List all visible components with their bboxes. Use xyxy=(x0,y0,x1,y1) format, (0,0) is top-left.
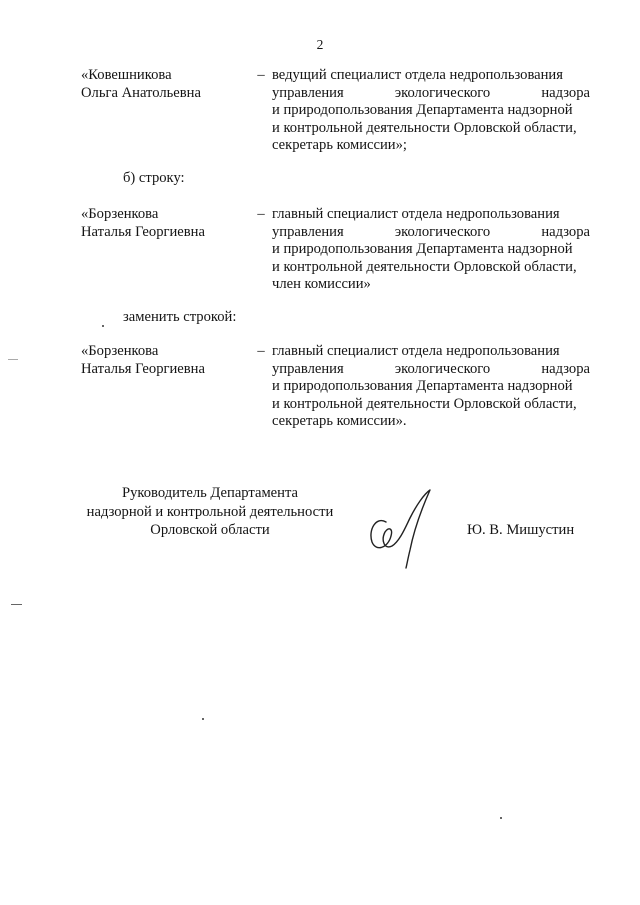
signatory-name: Ю. В. Мишустин xyxy=(467,522,575,538)
word: экологического xyxy=(394,360,491,377)
description-line xyxy=(272,224,590,242)
scan-mark xyxy=(8,359,18,360)
name-line: «Борзенкова xyxy=(81,343,159,359)
word: управления xyxy=(272,223,344,240)
member-description xyxy=(272,343,590,431)
name-line: Наталья Георгиевна xyxy=(81,360,205,377)
position-line: Руководитель Департамента xyxy=(122,485,298,501)
name-line: Ольга Анатольевна xyxy=(81,84,201,101)
dash: – xyxy=(257,343,265,359)
word: управления xyxy=(272,84,344,101)
scan-mark xyxy=(500,817,502,819)
member-name xyxy=(81,206,256,241)
instruction-text: б) строку: xyxy=(123,170,185,186)
word: управления xyxy=(272,360,344,377)
name-line: «Борзенкова xyxy=(81,206,159,222)
member-description xyxy=(272,67,590,155)
description-line: главный специалист отдела недропользования xyxy=(272,206,560,222)
word: надзора xyxy=(541,360,590,377)
description-line: главный специалист отдела недропользования xyxy=(272,343,560,359)
word: надзора xyxy=(541,84,590,101)
description-line: и природопользования Департамента надзорной xyxy=(272,241,573,258)
position-line: Орловской области xyxy=(150,522,270,538)
description-line: секретарь комиссии». xyxy=(272,413,407,430)
description-line: ведущий специалист отдела недропользования xyxy=(272,67,563,83)
instruction-text: заменить строкой: xyxy=(123,309,237,325)
page-number: 2 xyxy=(316,37,324,52)
name-line: «Ковешникова xyxy=(81,67,172,83)
description-line: и природопользования Департамента надзорной xyxy=(272,378,573,395)
scan-mark xyxy=(11,604,22,605)
word: экологического xyxy=(394,223,491,240)
description-line: и контрольной деятельности Орловской области, xyxy=(272,395,577,412)
member-name xyxy=(81,67,256,102)
handwritten-signature xyxy=(364,486,440,570)
description-line: секретарь комиссии»; xyxy=(272,137,407,154)
description-line xyxy=(272,85,590,103)
word: экологического xyxy=(394,84,491,101)
position-line: надзорной и контрольной деятельности xyxy=(86,503,334,520)
member-description xyxy=(272,206,590,294)
name-line: Наталья Георгиевна xyxy=(81,223,205,240)
scan-mark xyxy=(102,325,104,327)
dash: – xyxy=(257,206,265,222)
signatory-position xyxy=(70,484,350,540)
description-line: член комиссии» xyxy=(272,276,371,293)
member-name xyxy=(81,343,256,378)
description-line: и контрольной деятельности Орловской области, xyxy=(272,258,577,275)
word: надзора xyxy=(541,223,590,240)
scan-mark xyxy=(202,718,204,720)
dash: – xyxy=(257,67,265,83)
description-line: и природопользования Департамента надзорной xyxy=(272,102,573,119)
description-line xyxy=(272,361,590,379)
description-line: и контрольной деятельности Орловской области, xyxy=(272,119,577,136)
